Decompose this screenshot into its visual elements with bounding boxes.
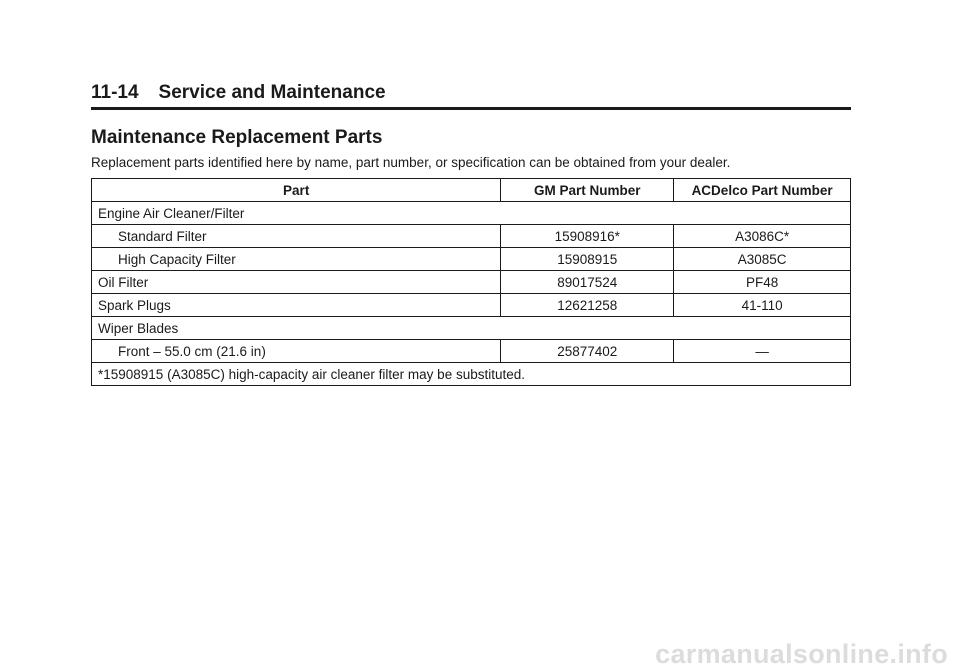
table-row xyxy=(92,294,851,317)
col-header-acdelco: ACDelco Part Number xyxy=(674,179,851,202)
row-acdelco-number: PF48 xyxy=(674,271,851,294)
row-gm-number: 15908916* xyxy=(501,225,674,248)
row-part: Wiper Blades xyxy=(92,317,851,340)
section-name: Service and Maintenance xyxy=(158,82,386,103)
table-row xyxy=(92,340,851,363)
table-row xyxy=(92,248,851,271)
col-header-part: Part xyxy=(92,179,501,202)
row-acdelco-number: A3086C* xyxy=(674,225,851,248)
row-part: Engine Air Cleaner/Filter xyxy=(92,202,851,225)
row-acdelco-number: 41-110 xyxy=(674,294,851,317)
row-acdelco-number: A3085C xyxy=(674,248,851,271)
col-header-gm: GM Part Number xyxy=(501,179,674,202)
row-gm-number: 15908915 xyxy=(501,248,674,271)
table-row xyxy=(92,202,851,225)
row-gm-number: 25877402 xyxy=(501,340,674,363)
table-footnote: *15908915 (A3085C) high-capacity air cleaner filter may be substituted. xyxy=(92,363,851,386)
section-title: Maintenance Replacement Parts xyxy=(91,127,383,148)
row-part: Oil Filter xyxy=(92,271,501,294)
table-footnote-row xyxy=(92,363,851,386)
table-row xyxy=(92,271,851,294)
row-part: Spark Plugs xyxy=(92,294,501,317)
row-part: High Capacity Filter xyxy=(92,248,501,271)
parts-table xyxy=(91,178,851,386)
row-acdelco-number: — xyxy=(674,340,851,363)
row-part: Standard Filter xyxy=(92,225,501,248)
page-number: 11-14 xyxy=(91,82,139,103)
table-row xyxy=(92,317,851,340)
row-gm-number: 12621258 xyxy=(501,294,674,317)
table-header-row xyxy=(92,179,851,202)
row-part: Front – 55.0 cm (21.6 in) xyxy=(92,340,501,363)
row-gm-number: 89017524 xyxy=(501,271,674,294)
table-row xyxy=(92,225,851,248)
intro-text: Replacement parts identified here by name, part number, or specification can be obtained from your dealer. xyxy=(91,155,731,170)
watermark: carmanualsonline.info xyxy=(655,639,948,669)
page-header xyxy=(91,82,851,110)
